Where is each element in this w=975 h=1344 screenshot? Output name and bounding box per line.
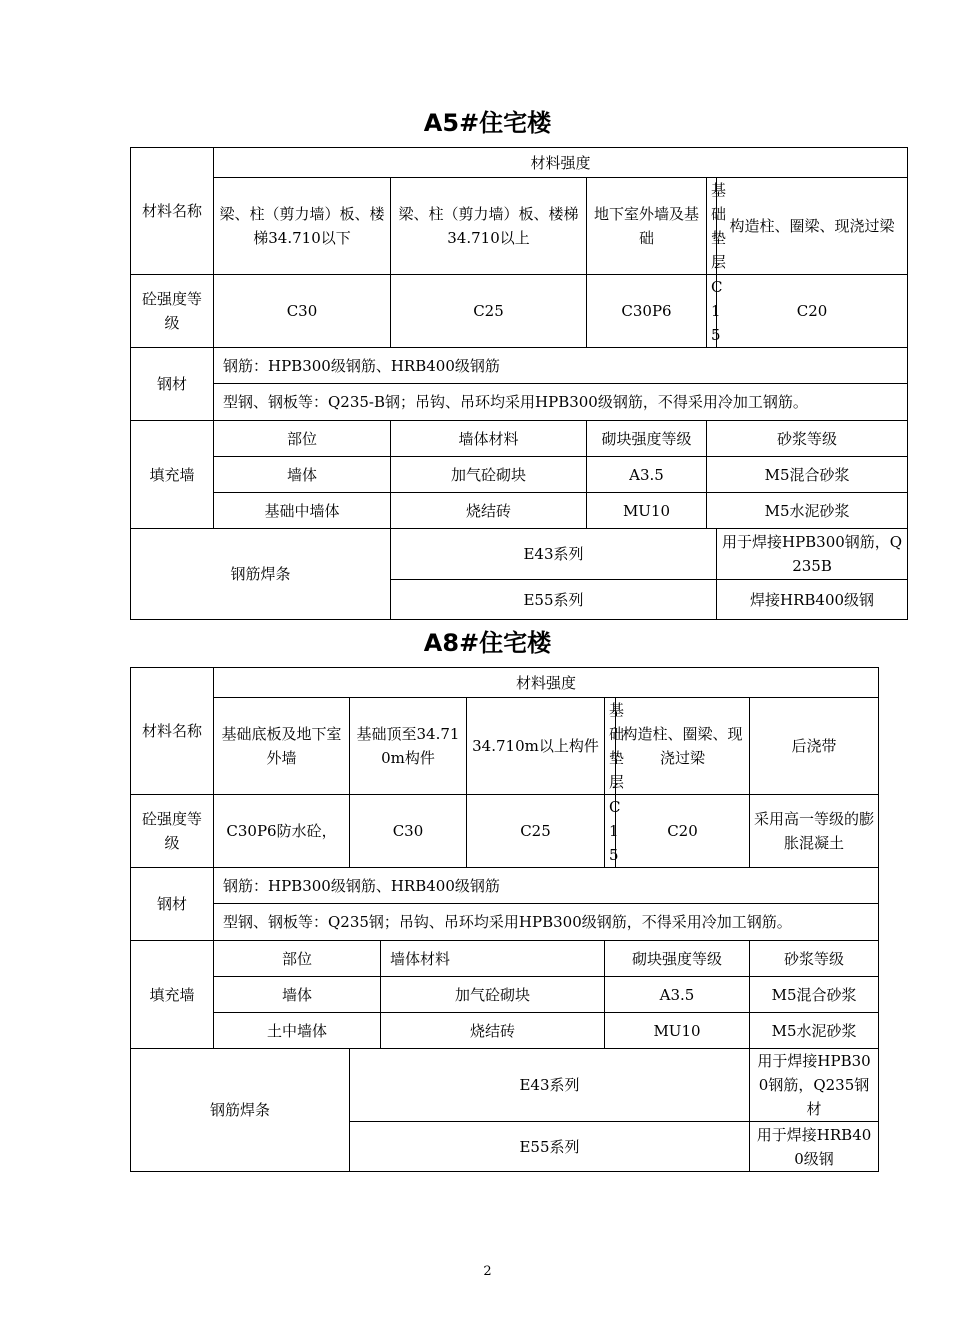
a8-infill-cell: 加气砼砌块 <box>381 977 605 1013</box>
a5-steel-line-1: 钢筋：HPB300级钢筋、HRB400级钢筋 <box>214 348 908 384</box>
a5-title: A5#住宅楼 <box>423 109 552 137</box>
a8-infill-cell: M5水泥砂浆 <box>750 1013 879 1049</box>
a8-col-1: 基础底板及地下室外墙 <box>214 698 350 795</box>
a8-grade-2: C30 <box>350 795 467 868</box>
a8-grade-1: C30P6防水砼， <box>214 795 350 868</box>
a5-grade-5: C20 <box>717 275 908 348</box>
a5-infill-header-1: 部位 <box>214 421 391 457</box>
a8-steel-line-2: 型钢、钢板等：Q235钢；吊钩、吊环均采用HPB300级钢筋，不得采用冷加工钢筋。 <box>214 904 879 941</box>
a5-infill-cell: A3.5 <box>587 457 707 493</box>
a8-infill-cell: 烧结砖 <box>381 1013 605 1049</box>
a5-material-name-label: 材料名称 <box>131 148 214 275</box>
a8-grade-3: C25 <box>467 795 605 868</box>
a8-infill-cell: 墙体 <box>214 977 381 1013</box>
a5-col-1: 梁、柱（剪力墙）板、楼梯34.710以下 <box>214 178 391 275</box>
a5-strength-header: 材料强度 <box>214 148 908 178</box>
a5-infill-cell: 基础中墙体 <box>214 493 391 529</box>
a8-weld-type-2: E55系列 <box>350 1122 750 1172</box>
a8-grade-5: C20 <box>616 795 750 868</box>
a8-infill-cell: MU10 <box>605 1013 750 1049</box>
a5-infill-cell: M5水泥砂浆 <box>707 493 908 529</box>
a8-col-6: 后浇带 <box>750 698 879 795</box>
a8-title: A8#住宅楼 <box>423 629 552 657</box>
a8-col-3: 34.710m以上构件 <box>467 698 605 795</box>
a8-infill-label: 填充墙 <box>131 941 214 1049</box>
a8-infill-cell: A3.5 <box>605 977 750 1013</box>
a8-grade-4: C15 <box>605 795 616 868</box>
a5-infill-cell: 烧结砖 <box>391 493 587 529</box>
a5-infill-cell: MU10 <box>587 493 707 529</box>
a5-grade-3: C30P6 <box>587 275 707 348</box>
a5-weld-type-2: E55系列 <box>391 580 717 620</box>
a5-infill-cell: M5混合砂浆 <box>707 457 908 493</box>
page-number: 2 <box>483 1264 492 1279</box>
a5-grade-4: C15 <box>707 275 717 348</box>
a8-steel-label: 钢材 <box>131 868 214 941</box>
a5-infill-header-2: 墙体材料 <box>391 421 587 457</box>
a5-grade-1: C30 <box>214 275 391 348</box>
a5-infill-cell: 加气砼砌块 <box>391 457 587 493</box>
a8-material-name-label: 材料名称 <box>131 668 214 795</box>
a5-steel-label: 钢材 <box>131 348 214 421</box>
a8-infill-header-2: 墙体材料 <box>381 941 605 977</box>
a5-col-5: 构造柱、圈梁、现浇过梁 <box>717 178 908 275</box>
a5-weld-type-1: E43系列 <box>391 529 717 580</box>
a8-steel-line-1: 钢筋：HPB300级钢筋、HRB400级钢筋 <box>214 868 879 904</box>
a8-strength-header: 材料强度 <box>214 668 879 698</box>
a8-weld-use-2: 用于焊接HRB400级钢 <box>750 1122 879 1172</box>
a5-infill-cell: 墙体 <box>214 457 391 493</box>
a8-infill-cell: 土中墙体 <box>214 1013 381 1049</box>
a8-infill-header-4: 砂浆等级 <box>750 941 879 977</box>
a5-col-3: 地下室外墙及基础 <box>587 178 707 275</box>
a5-grade-2: C25 <box>391 275 587 348</box>
a5-weld-label: 钢筋焊条 <box>131 529 391 620</box>
a5-grade-label: 砼强度等级 <box>131 275 214 348</box>
a5-infill-header-3: 砌块强度等级 <box>587 421 707 457</box>
a5-weld-use-2: 焊接HRB400级钢 <box>717 580 908 620</box>
a5-steel-line-2: 型钢、钢板等：Q235-B钢；吊钩、吊环均采用HPB300级钢筋，不得采用冷加工钢筋。 <box>214 384 908 421</box>
a8-infill-cell: M5混合砂浆 <box>750 977 879 1013</box>
a8-infill-header-1: 部位 <box>214 941 381 977</box>
a5-material-table <box>130 147 908 620</box>
a8-weld-label: 钢筋焊条 <box>131 1049 350 1172</box>
a8-grade-label: 砼强度等级 <box>131 795 214 868</box>
a5-infill-label: 填充墙 <box>131 421 214 529</box>
a8-col-2: 基础顶至34.710m构件 <box>350 698 467 795</box>
a8-col-5: 构造柱、圈梁、现浇过梁 <box>616 698 750 795</box>
a8-weld-use-1: 用于焊接HPB300钢筋，Q235钢材 <box>750 1049 879 1122</box>
a8-material-table <box>130 667 879 1172</box>
a5-col-4: 基础垫层 <box>707 178 717 275</box>
a8-grade-6: 采用高一等级的膨胀混凝土 <box>750 795 879 868</box>
a8-infill-header-3: 砌块强度等级 <box>605 941 750 977</box>
a5-infill-header-4: 砂浆等级 <box>707 421 908 457</box>
a5-weld-use-1: 用于焊接HPB300钢筋，Q235B <box>717 529 908 580</box>
a8-weld-type-1: E43系列 <box>350 1049 750 1122</box>
a5-col-2: 梁、柱（剪力墙）板、楼梯34.710以上 <box>391 178 587 275</box>
a8-col-4: 基础垫层 <box>605 698 616 795</box>
